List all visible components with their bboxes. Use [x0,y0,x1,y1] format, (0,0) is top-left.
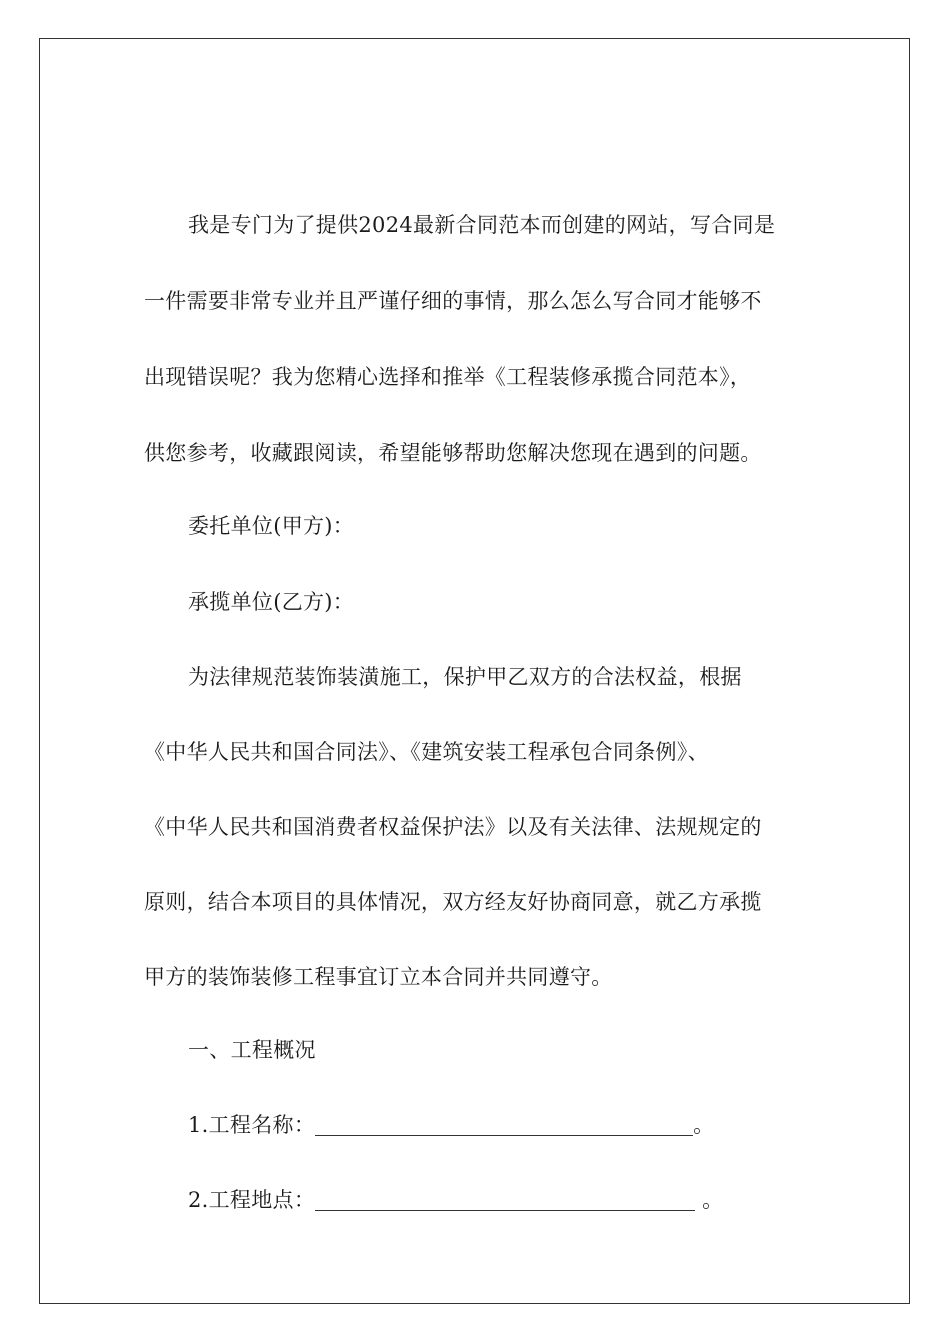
paragraph-intro-line-2: 一件需要非常专业并且严谨仔细的事情，那么怎么写合同才能够不 [144,289,762,313]
paragraph-preamble-line-2: 《中华人民共和国合同法》、《建筑安装工程承包合同条例》、 [144,740,709,764]
paragraph-intro-line-3: 出现错误呢？我为您精心选择和推举《工程装修承揽合同范本》， [144,365,752,389]
project-location-blank-line [315,1186,695,1211]
project-name-blank-line [315,1111,693,1136]
paragraph-intro-line-1: 我是专门为了提供2024最新合同范本而创建的网站，写合同是 [188,213,776,237]
paragraph-preamble-line-4: 原则，结合本项目的具体情况，双方经友好协商同意，就乙方承揽 [144,890,762,914]
party-b-label: 承揽单位(乙方)： [188,590,355,614]
paragraph-preamble-line-3: 《中华人民共和国消费者权益保护法》以及有关法律、法规规定的 [144,815,762,839]
field-project-name [188,1105,714,1145]
field-project-location [188,1180,723,1220]
field-project-name-suffix: 。 [693,1113,715,1137]
party-a-label: 委托单位(甲方)： [188,514,355,538]
paragraph-preamble-line-5: 甲方的装饰装修工程事宜订立本合同并共同遵守。 [144,965,613,989]
field-project-location-label: 2.工程地点： [188,1188,316,1212]
field-project-location-suffix: 。 [695,1188,724,1212]
paragraph-intro-line-4: 供您参考，收藏跟阅读，希望能够帮助您解决您现在遇到的问题。 [144,441,762,465]
field-project-name-label: 1.工程名称： [188,1113,316,1137]
paragraph-preamble-line-1: 为法律规范装饰装潢施工，保护甲乙双方的合法权益，根据 [188,665,742,689]
section-heading-project-overview: 一、工程概况 [188,1038,316,1062]
